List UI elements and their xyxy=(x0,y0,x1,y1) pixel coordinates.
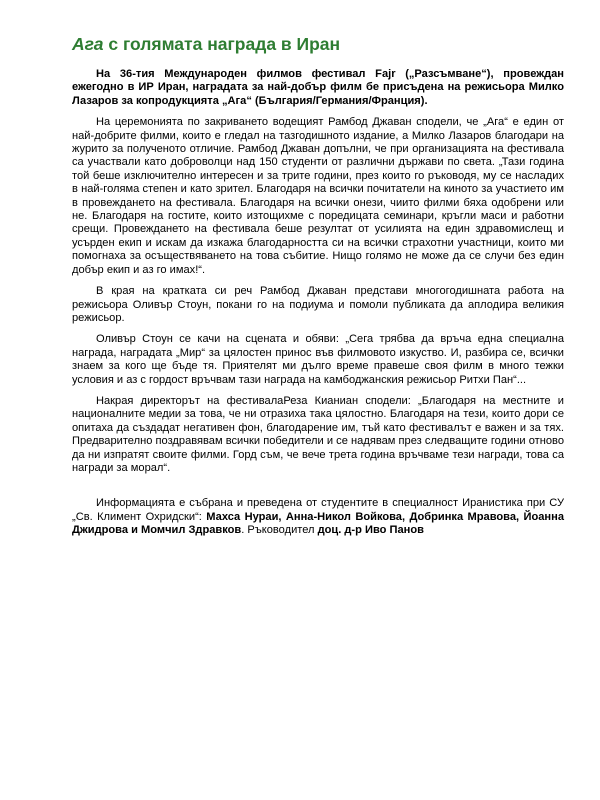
title-film-name: Ага xyxy=(72,34,104,54)
article-title xyxy=(72,34,340,55)
body-paragraph: Накрая директорът на фестивалаРеза Кианиан сподели: „Благодаря на местните и националните медии за това, че ни отразиха така цялостно. Благодаря на тези, които дори се опитаха да създадат негативен фон, благодарение им, тъй като фестивалът е важен и за тях. Предварително поздравявам всички победители и се надявам през следващите години отново да ни изпратят своите филми. Горд съм, че вече трета година връчваме тези награди, това са награди за морал“. xyxy=(72,394,564,474)
credits-separator: . Ръководител xyxy=(241,524,318,537)
credits-supervisor: доц. д-р Иво Панов xyxy=(317,524,424,537)
article-body xyxy=(72,68,564,546)
credits-students: Махса Нураи, Анна-Никол Войкова, Добринка Мравова, Йоанна Джидрова и Момчил Здравков xyxy=(72,510,564,537)
credits-intro: Информацията е събрана и преведена от студентите в специалност Иранистика при СУ „Св. Климент Охридски“: xyxy=(72,497,564,523)
lead-paragraph: На 36-тия Международен филмов фестивал Fajr („Разсъмване“), провеждан ежегодно в ИР Иран, наградата за най-добър филм бе присъдена на режисьора Милко Лазаров за копродукцията „Ага“ (България/Германия/Франция). xyxy=(72,68,564,107)
body-paragraph: Оливър Стоун се качи на сцената и обяви: „Сега трябва да връча една специална награда, наградата „Мир“ за цялостен принос във филмовото изкуство. И, разбира се, всички знаем за кого ще бъде тя. Приятелят ми дълго време правеше своя филм в много тежки условия и аз с гордост връчвам тази награда на камбоджанския режисьор Ритхи Пан“... xyxy=(72,333,564,386)
credits-paragraph xyxy=(72,497,564,537)
body-paragraph: В края на кратката си реч Рамбод Джаван представи многогодишната работа на режисьора Оливър Стоун, покани го на подиума и помоли публиката да аплодира великия режисьор. xyxy=(72,285,564,324)
body-paragraph: На церемонията по закриването водещият Рамбод Джаван сподели, че „Ага“ е един от най-добрите филми, които е гледал на тазгодишното издание, а Милко Лазаров благодари на журито за полученото отличие. Рамбод Джаван допълни, че при организацията на фестивала са участвали като доброволци над 150 студенти от различни държави по света. „Тази година той беше изключително интересен и за трите години, през които го ръководя, му се насладих в най-голяма степен и като зрител. Благодаря на всички почитатели на киното за участието им в провеждането на фестивала. Благодаря на всички онези, чиито филми бяха одобрени или не. Благодаря на гостите, които изтощихме с поредицата семинари, кръгли маси и работни срещи. Провеждането на фестивала беше резултат от усилията на един здравомислещ и усърден екип и искам да изкажа благодарността си на всички страхотни участници, които ми помогнаха за осъществяването на това събитие. Нищо голямо не може да се случи без един добър екип и аз го имах!“. xyxy=(72,116,564,276)
title-rest: с голямата награда в Иран xyxy=(103,34,341,54)
